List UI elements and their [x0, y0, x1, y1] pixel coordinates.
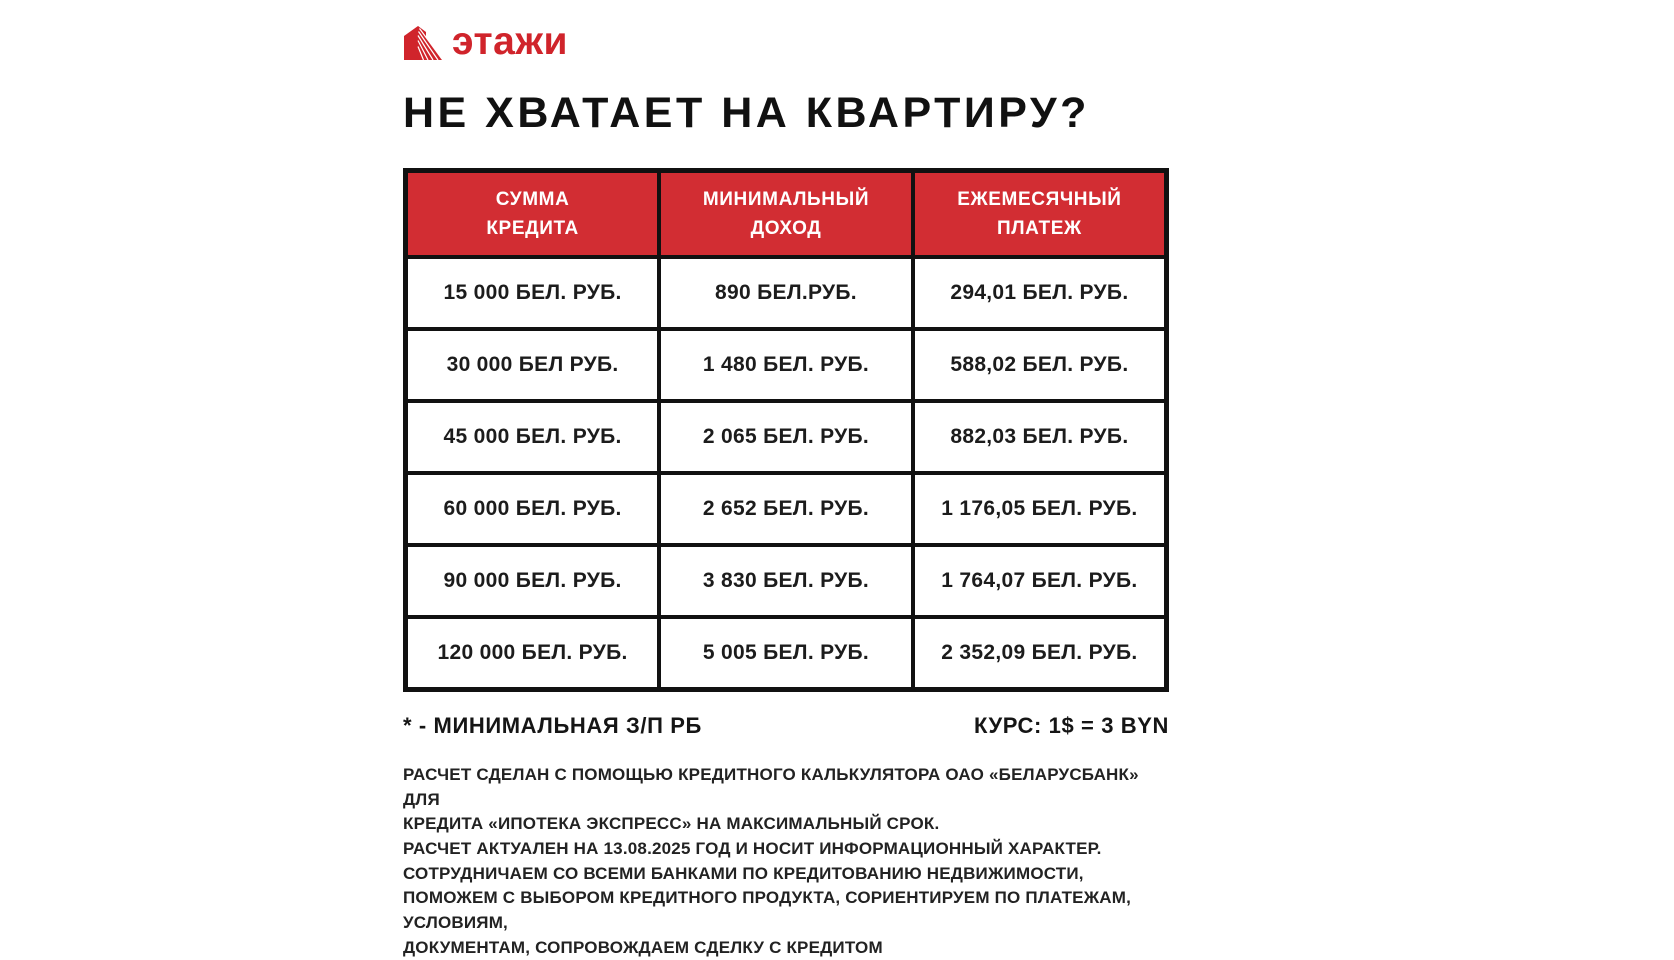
loan-amount-cell: 45 000 БЕЛ. РУБ. — [406, 401, 660, 473]
monthly-payment-cell: 1 176,05 БЕЛ. РУБ. — [913, 473, 1167, 545]
table-row — [406, 473, 1167, 545]
monthly-payment-cell: 2 352,09 БЕЛ. РУБ. — [913, 617, 1167, 690]
min-income-cell: 890 БЕЛ.РУБ. — [659, 257, 913, 329]
header-line: КРЕДИТА — [486, 218, 579, 240]
monthly-payment-cell: 294,01 БЕЛ. РУБ. — [913, 257, 1167, 329]
header-cell-min-income — [659, 171, 913, 258]
header-cell-loan-amount — [406, 171, 660, 258]
disclaimer-line: ДОКУМЕНТАМ, СОПРОВОЖДАЕМ СДЕЛКУ С КРЕДИТОМ — [403, 937, 883, 957]
min-income-cell: 2 652 БЕЛ. РУБ. — [659, 473, 913, 545]
loan-amount-cell: 60 000 БЕЛ. РУБ. — [406, 473, 660, 545]
table-row — [406, 545, 1167, 617]
loan-amount-cell: 30 000 БЕЛ РУБ. — [406, 329, 660, 401]
monthly-payment-cell: 588,02 БЕЛ. РУБ. — [913, 329, 1167, 401]
disclaimer-line: РАСЧЕТ СДЕЛАН С ПОМОЩЬЮ КРЕДИТНОГО КАЛЬКУЛЯТОРА ОАО «БЕЛАРУСБАНК» ДЛЯ — [403, 765, 1139, 809]
disclaimer — [403, 763, 1169, 960]
brand-logo — [403, 19, 1169, 64]
exchange-rate: КУРС: 1$ = 3 BYN — [973, 713, 1169, 739]
table-row — [406, 617, 1167, 690]
header-line: СУММА — [495, 188, 570, 210]
table-row — [406, 329, 1167, 401]
table-row — [406, 401, 1167, 473]
header-cell-monthly-payment — [913, 171, 1167, 258]
loan-amount-cell: 120 000 БЕЛ. РУБ. — [406, 617, 660, 690]
loan-amount-cell: 90 000 БЕЛ. РУБ. — [406, 545, 660, 617]
monthly-payment-cell: 882,03 БЕЛ. РУБ. — [913, 401, 1167, 473]
disclaimer-line: ПОМОЖЕМ С ВЫБОРОМ КРЕДИТНОГО ПРОДУКТА, СОРИЕНТИРУЕМ ПО ПЛАТЕЖАМ, — [403, 888, 1132, 908]
footnote: * - МИНИМАЛЬНАЯ З/П РБ — [403, 713, 702, 739]
disclaimer-line: СОТРУДНИЧАЕМ СО ВСЕМИ БАНКАМИ ПО КРЕДИТОВАНИЮ НЕДВИЖИМОСТИ, — [403, 863, 1084, 883]
disclaimer-line: КРЕДИТА «ИПОТЕКА ЭКСПРЕСС» НА МАКСИМАЛЬНЫЙ СРОК. — [403, 814, 940, 834]
min-income-cell: 5 005 БЕЛ. РУБ. — [659, 617, 913, 690]
disclaimer-line: УСЛОВИЯМ, — [403, 912, 508, 932]
monthly-payment-cell: 1 764,07 БЕЛ. РУБ. — [913, 545, 1167, 617]
min-income-cell: 1 480 БЕЛ. РУБ. — [659, 329, 913, 401]
header-line: ДОХОД — [750, 218, 822, 240]
table-header-row — [406, 171, 1167, 258]
loan-amount-cell: 15 000 БЕЛ. РУБ. — [406, 257, 660, 329]
poster-content — [403, 19, 1169, 960]
notes-row — [403, 713, 1169, 739]
page-title: НЕ ХВАТАЕТ НА КВАРТИРУ? — [403, 89, 1090, 137]
min-income-cell: 3 830 БЕЛ. РУБ. — [659, 545, 913, 617]
disclaimer-line: РАСЧЕТ АКТУАЛЕН НА 13.08.2025 ГОД И НОСИТ ИНФОРМАЦИОННЫЙ ХАРАКТЕР. — [403, 839, 1102, 859]
credit-table — [403, 168, 1169, 692]
min-income-cell: 2 065 БЕЛ. РУБ. — [659, 401, 913, 473]
header-line: ЕЖЕМЕСЯЧНЫЙ — [957, 188, 1122, 210]
header-line: ПЛАТЕЖ — [996, 218, 1082, 240]
header-line: МИНИМАЛЬНЫЙ — [702, 188, 870, 210]
house-icon — [403, 24, 443, 62]
brand-name: этажи — [452, 19, 568, 63]
table-row — [406, 257, 1167, 329]
